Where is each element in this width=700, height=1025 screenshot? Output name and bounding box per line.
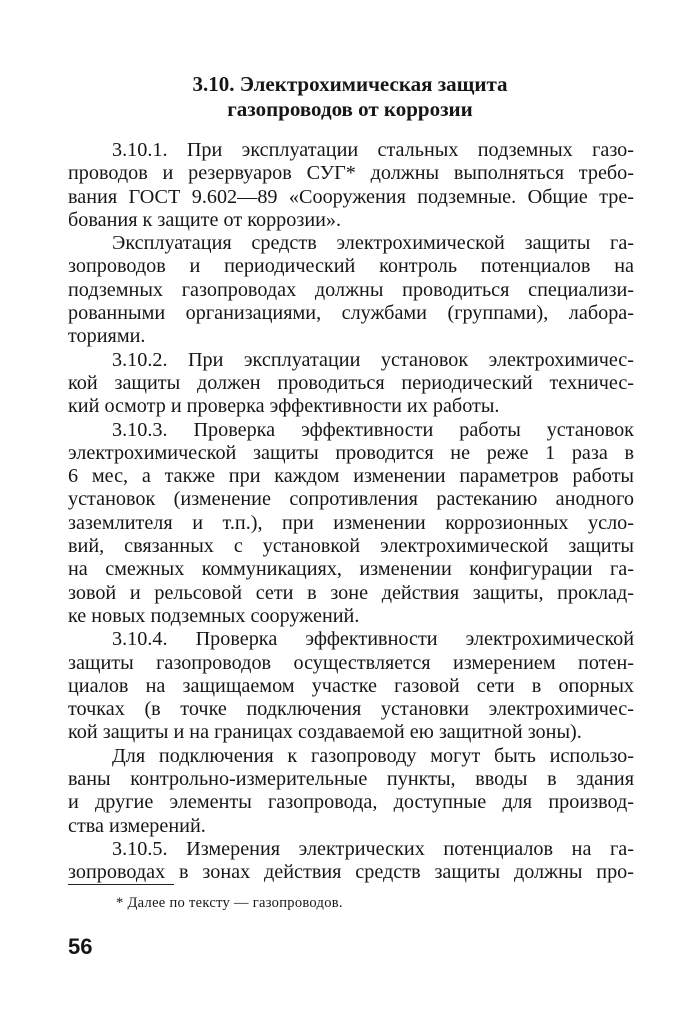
text-line: вий, связанных с установкой электрохимической защиты [68, 535, 634, 558]
text-line: заземлителя и т.п.), при изменении коррозионных усло- [68, 511, 634, 534]
paragraph [68, 349, 634, 419]
text-line: ке новых подземных сооружений. [68, 604, 360, 627]
text-line: подземных газопроводах должны проводиться специализи- [68, 278, 634, 301]
text-line: зопроводах в зонах действия средств защиты должны про- [68, 861, 634, 884]
text-line: кий осмотр и проверка эффективности их работы. [68, 395, 500, 418]
section-title-line-1: 3.10. Электрохимическая защита [192, 72, 508, 96]
text-line: 3.10.2. При эксплуатации установок электрохимичес- [112, 348, 634, 371]
text-line: электрохимической защиты проводится не реже 1 раза в [68, 441, 634, 464]
text-line: ства измерений. [68, 814, 206, 837]
text-line: и другие элементы газопровода, доступные для производ- [68, 791, 634, 814]
text-line: 3.10.4. Проверка эффективности электрохимической [112, 628, 634, 651]
paragraph [68, 628, 634, 744]
section-title [60, 72, 640, 122]
footnote: * Далее по тексту — газопроводов. [116, 895, 343, 911]
text-line: Эксплуатация средств электрохимической защиты га- [112, 232, 634, 255]
text-line: зовой и рельсовой сети в зоне действия защиты, проклад- [68, 581, 634, 604]
text-line: рованными организациями, службами (группами), лабора- [68, 302, 634, 325]
text-line: циалов на защищаемом участке газовой сети в опорных [68, 674, 634, 697]
text-line: кой защиты и на границах создаваемой ею защитной зоны). [68, 721, 582, 744]
text-line: на смежных коммуникациях, изменении конфигурации га- [68, 558, 634, 581]
text-line: Для подключения к газопроводу могут быть использо- [112, 744, 634, 767]
text-line: вания ГОСТ 9.602—89 «Сооружения подземные. Общие тре- [68, 185, 634, 208]
paragraph [68, 745, 634, 838]
text-line: ваны контрольно-измерительные пункты, вводы в здания [68, 768, 634, 791]
paragraph [68, 419, 634, 629]
text-line: бования к защите от коррозии». [68, 208, 342, 231]
text-line: зопроводов и периодический контроль потенциалов на [68, 255, 634, 278]
text-line: защиты газопроводов осуществляется измерением потен- [68, 651, 634, 674]
text-line: 6 мес, а также при каждом изменении параметров работы [68, 465, 634, 488]
section-title-line-2: газопроводов от коррозии [227, 97, 473, 121]
text-line: точках (в точке подключения установки электрохимичес- [68, 698, 634, 721]
text-line: 3.10.5. Измерения электрических потенциалов на га- [112, 837, 634, 860]
text-line: 3.10.1. При эксплуатации стальных подземных газо- [112, 139, 634, 161]
body-text [68, 139, 634, 885]
footnote-divider [68, 884, 174, 885]
text-line: проводов и резервуаров СУГ* должны выполняться требо- [68, 162, 634, 185]
text-line: ториями. [68, 325, 146, 348]
text-line: 3.10.3. Проверка эффективности работы установок [112, 418, 634, 441]
paragraph [68, 232, 634, 348]
page-number: 56 [68, 934, 93, 959]
paragraph [68, 838, 634, 885]
paragraph [68, 139, 634, 232]
text-line: кой защиты должен проводиться периодический техничес- [68, 371, 634, 394]
text-line: установок (изменение сопротивления растеканию анодного [68, 488, 634, 511]
